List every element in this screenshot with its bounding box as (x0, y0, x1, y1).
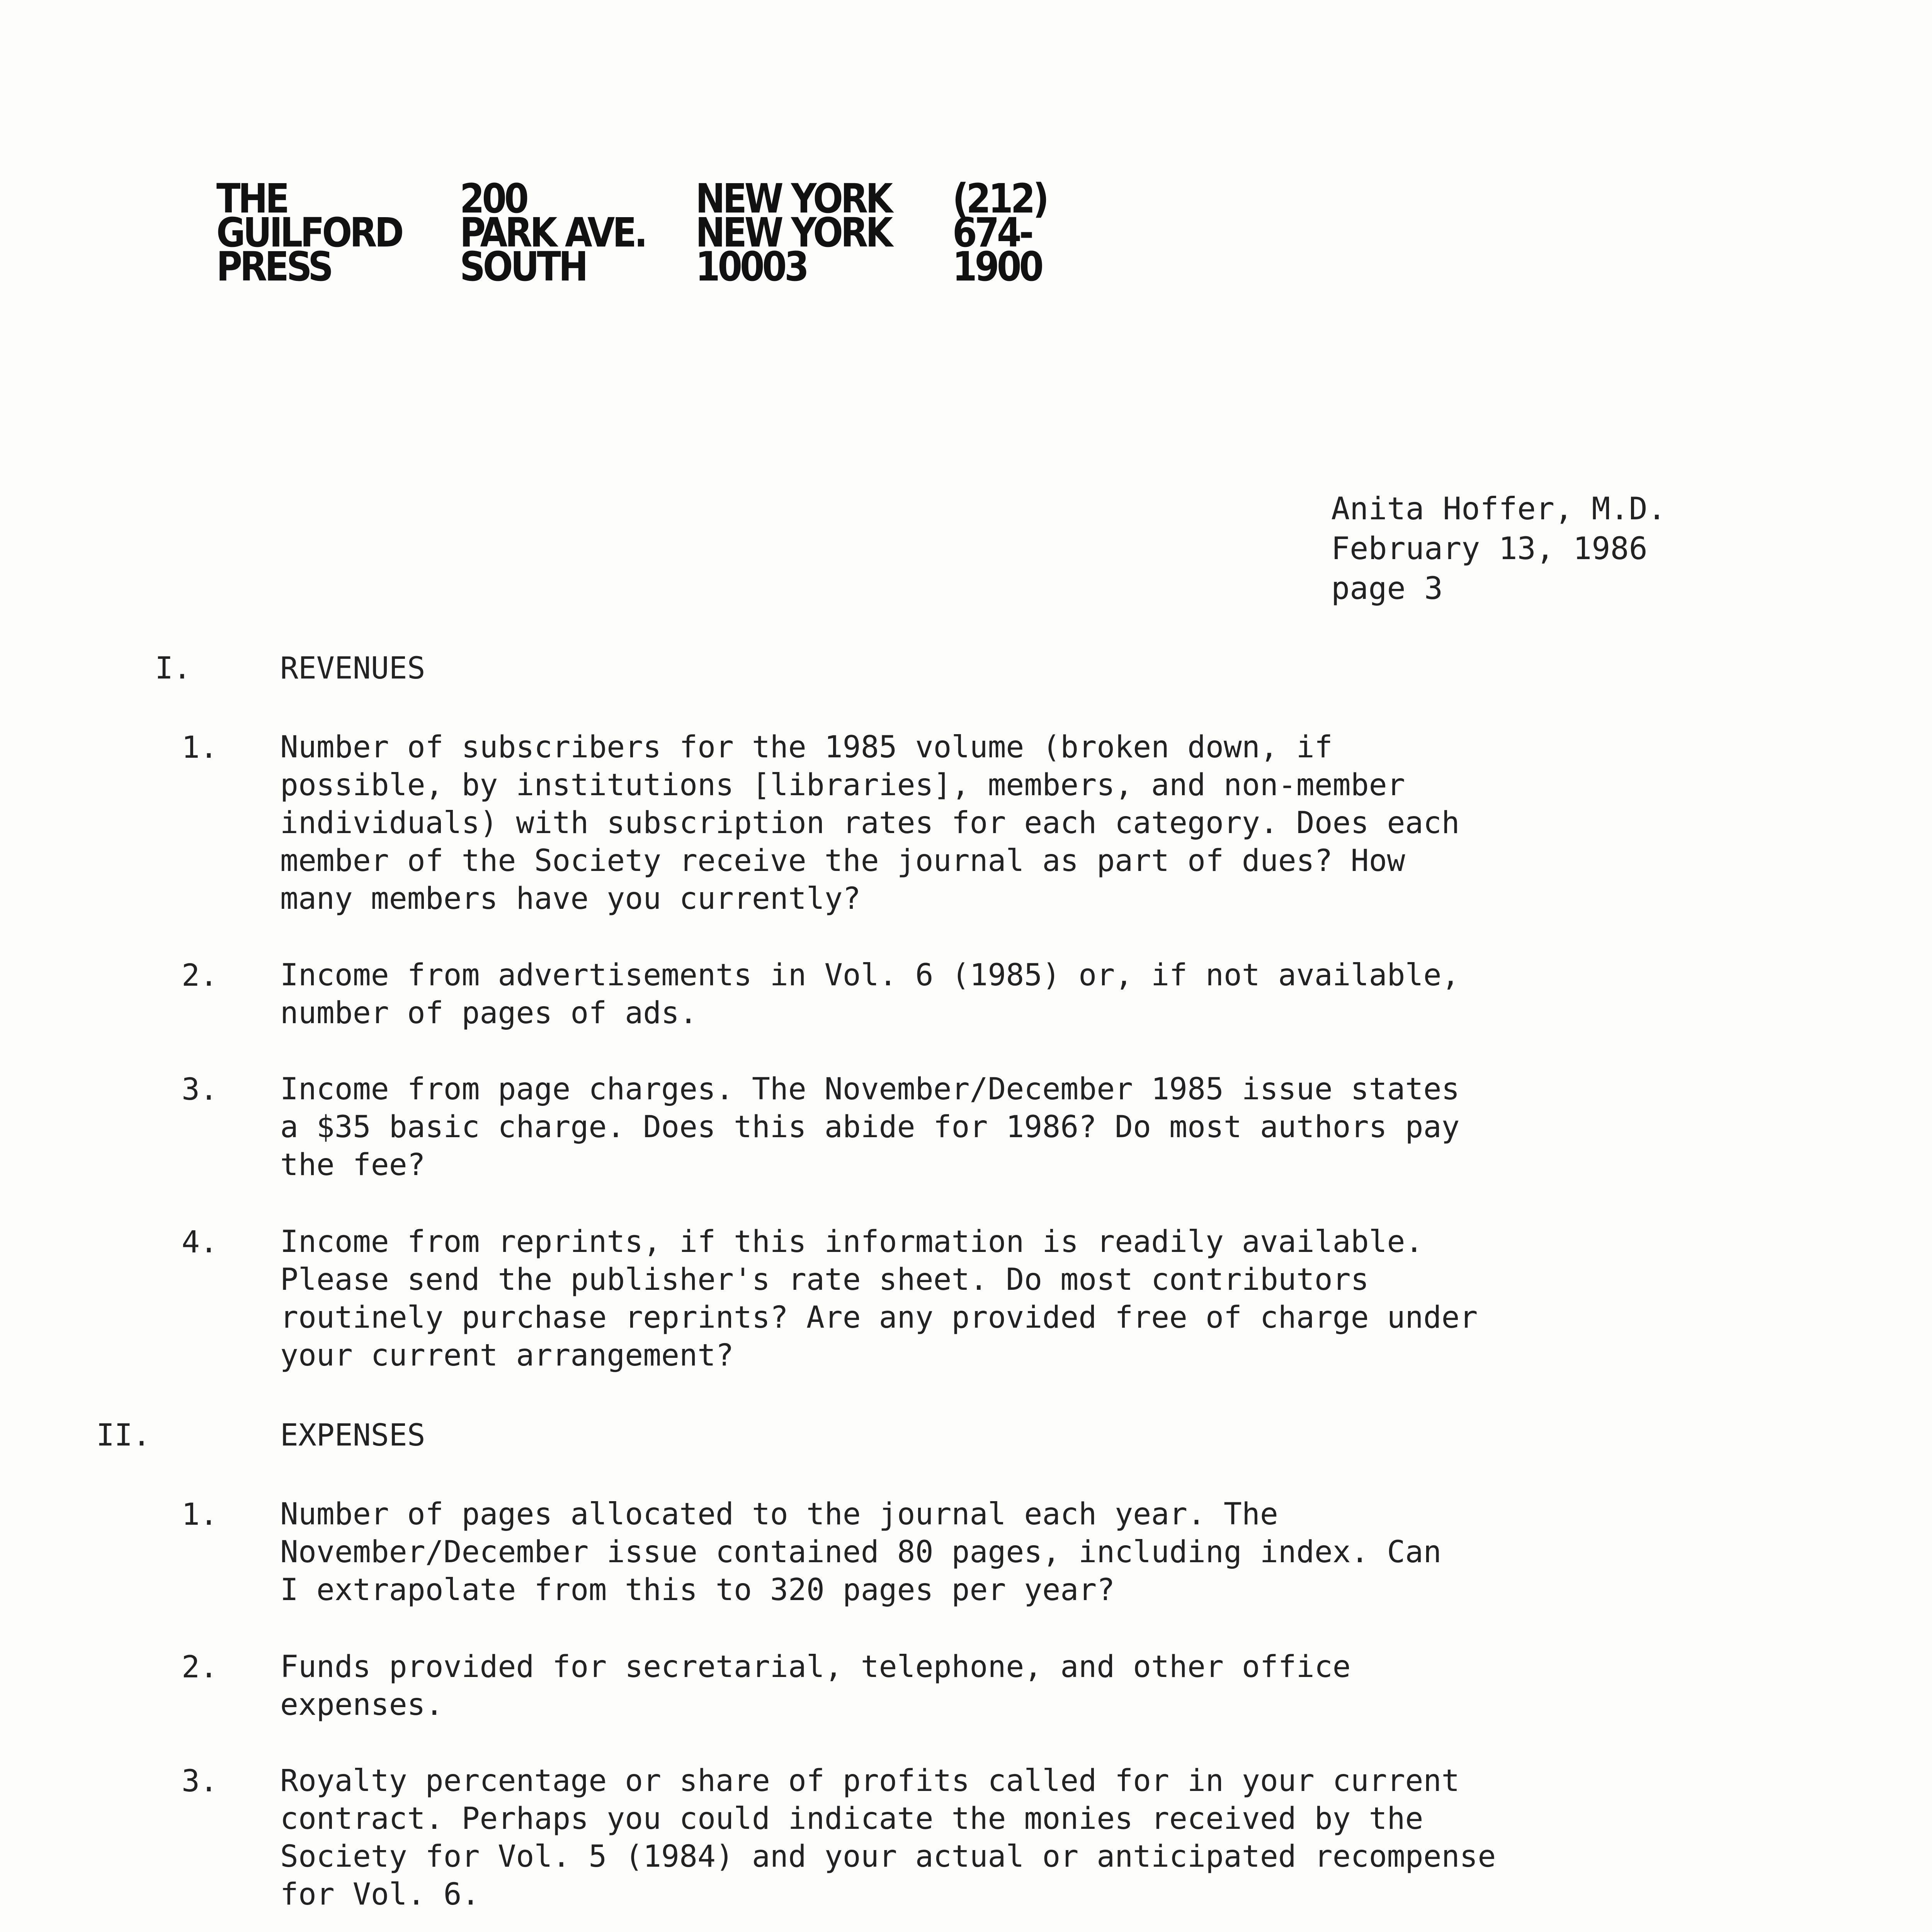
letterhead-line: THE (216, 175, 287, 222)
letterhead-city-state-zip (696, 175, 891, 290)
item-text (280, 956, 1459, 1032)
text-line: Funds provided for secretarial, telephone, and other office (280, 1650, 1351, 1684)
letterhead-phone (952, 175, 1047, 290)
text-line: Please send the publisher's rate sheet. Do most contributors (280, 1262, 1369, 1297)
letterhead-line: GUILFORD (216, 209, 402, 256)
text-line: Income from page charges. The November/December 1985 issue states (280, 1072, 1460, 1107)
text-line: many members have you currently? (280, 881, 861, 916)
item-text (280, 1762, 1496, 1913)
text-line: November/December issue contained 80 pages, including index. Can (280, 1535, 1442, 1570)
text-line: member of the Society receive the journal as part of dues? How (280, 844, 1405, 878)
letterhead-line: NEW YORK (696, 209, 891, 256)
item-number: 3. (182, 1764, 218, 1799)
text-line: Royalty percentage or share of profits called for in your current (280, 1764, 1460, 1798)
letterhead-line: 10003 (696, 243, 807, 290)
letterhead-line: SOUTH (460, 243, 586, 290)
text-line: possible, by institutions [libraries], members, and non-member (280, 768, 1405, 803)
page-number: page 3 (1331, 570, 1443, 606)
text-line: Income from reprints, if this information is readily available. (280, 1225, 1423, 1259)
letterhead-publisher-name (216, 175, 402, 290)
text-line: contract. Perhaps you could indicate the monies received by the (280, 1801, 1423, 1836)
letterhead-line: 1900 (952, 243, 1042, 290)
text-line: routinely purchase reprints? Are any provided free of charge under (280, 1300, 1478, 1335)
item-text (280, 1070, 1459, 1184)
text-line: your current arrangement? (280, 1338, 734, 1373)
item-text (280, 1223, 1478, 1374)
letterhead-line: (212) (952, 175, 1047, 222)
recipient-name: Anita Hoffer, M.D. (1331, 491, 1666, 527)
text-line: expenses. (280, 1687, 444, 1722)
item-number: 1. (182, 1497, 218, 1532)
text-line: Number of pages allocated to the journal each year. The (280, 1497, 1278, 1532)
letterhead-line: 200 (460, 175, 527, 222)
item-text (280, 1495, 1441, 1609)
section-numeral: I. (155, 651, 191, 686)
text-line: Number of subscribers for the 1985 volume (broken down, if (280, 730, 1333, 765)
item-number: 1. (182, 730, 218, 765)
item-number: 2. (182, 958, 218, 993)
text-line: number of pages of ads. (280, 996, 698, 1031)
item-text (280, 728, 1459, 918)
letterhead-street-address (460, 175, 646, 290)
text-line: the fee? (280, 1148, 425, 1182)
letterhead-line: 674- (952, 209, 1032, 256)
item-number: 2. (182, 1650, 218, 1685)
recipient-header (1331, 489, 1666, 608)
text-line: for Vol. 6. (280, 1877, 480, 1912)
letterhead-line: PARK AVE. (460, 209, 646, 256)
text-line: I extrapolate from this to 320 pages per year? (280, 1573, 1115, 1607)
item-text (280, 1648, 1351, 1724)
section-title: EXPENSES (280, 1418, 425, 1453)
text-line: a $35 basic charge. Does this abide for 1986? Do most authors pay (280, 1110, 1460, 1145)
item-number: 3. (182, 1072, 218, 1107)
text-line: Income from advertisements in Vol. 6 (1985) or, if not available, (280, 958, 1460, 993)
item-number: 4. (182, 1225, 218, 1260)
section-numeral: II. (96, 1418, 151, 1453)
letterhead-line: PRESS (216, 243, 331, 290)
letterhead-line: NEW YORK (696, 175, 891, 222)
text-line: Society for Vol. 5 (1984) and your actual or anticipated recompense (280, 1839, 1496, 1874)
text-line: individuals) with subscription rates for each category. Does each (280, 806, 1460, 840)
letter-date: February 13, 1986 (1331, 531, 1648, 566)
section-title: REVENUES (280, 651, 425, 686)
